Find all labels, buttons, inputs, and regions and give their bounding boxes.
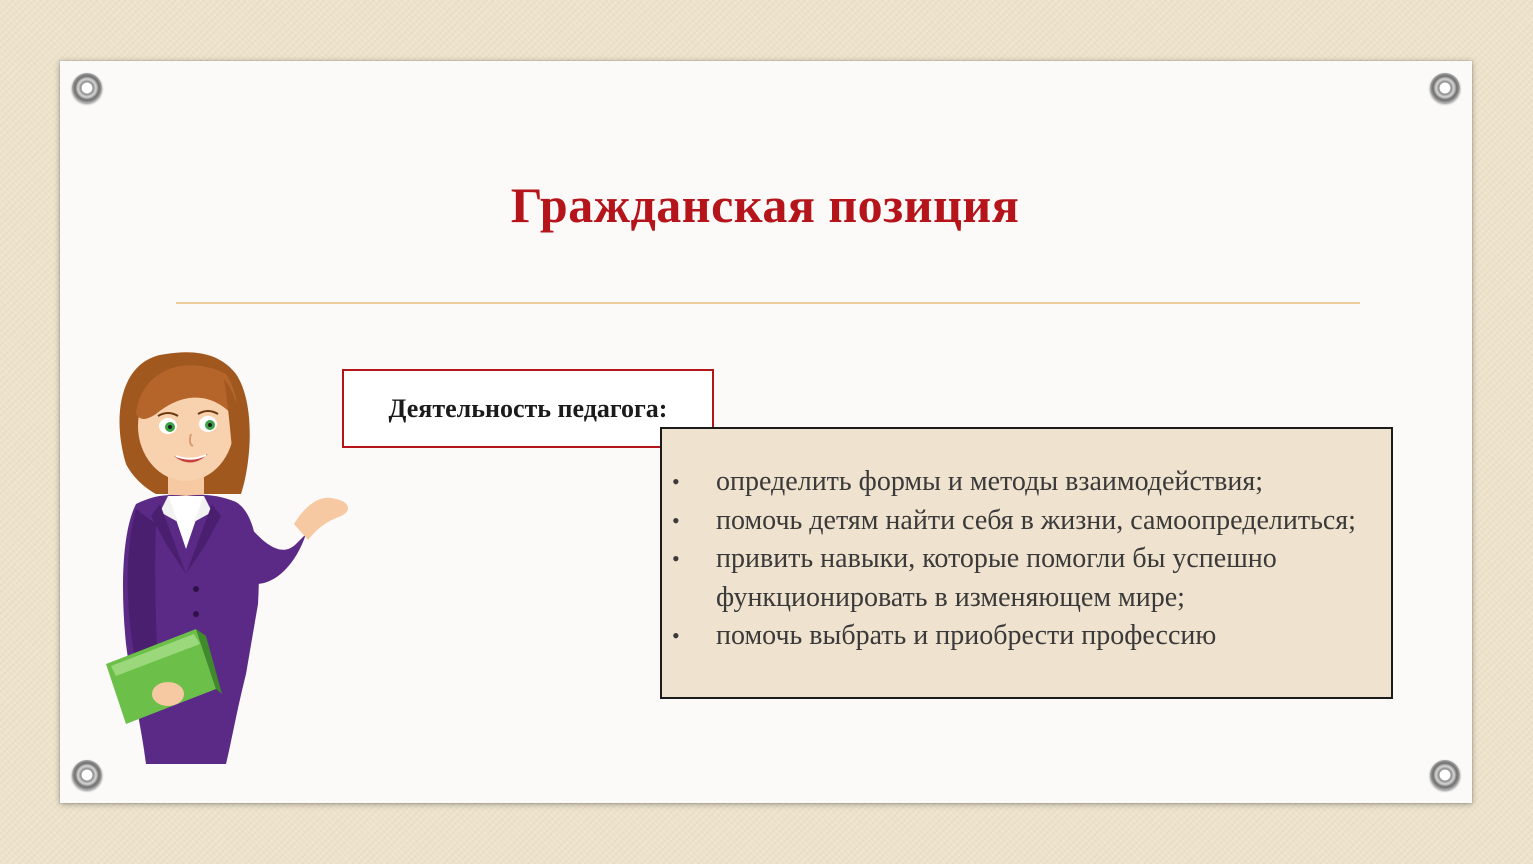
bullet-icon: • (672, 469, 680, 494)
list-item (662, 502, 1371, 541)
grommet-icon (72, 73, 102, 103)
bullet-icon: • (672, 546, 680, 571)
list-item (662, 540, 1371, 617)
grommet-icon (1430, 73, 1460, 103)
activity-list (662, 463, 1371, 656)
bullet-icon: • (672, 507, 680, 533)
bullet-icon: • (672, 623, 680, 648)
list-item-text: определить формы и методы взаимодействия; (716, 466, 1263, 497)
list-item (662, 617, 1371, 656)
divider (176, 302, 1360, 304)
list-item (662, 463, 1371, 502)
activity-label-text: Деятельность педагога: (388, 393, 668, 423)
grommet-icon (1430, 760, 1460, 790)
list-item-text: привить навыки, которые помогли бы успешно функционировать в изменяющем мире; (716, 543, 1277, 613)
list-item-text: помочь детям найти себя в жизни, самоопределиться; (716, 504, 1356, 536)
slide-title: Гражданская позиция (510, 177, 1020, 233)
list-item-text: помочь выбрать и приобрести профессию (716, 620, 1217, 651)
teacher-illustration (96, 344, 356, 769)
activity-list-box (660, 427, 1393, 699)
activity-label (342, 369, 714, 448)
